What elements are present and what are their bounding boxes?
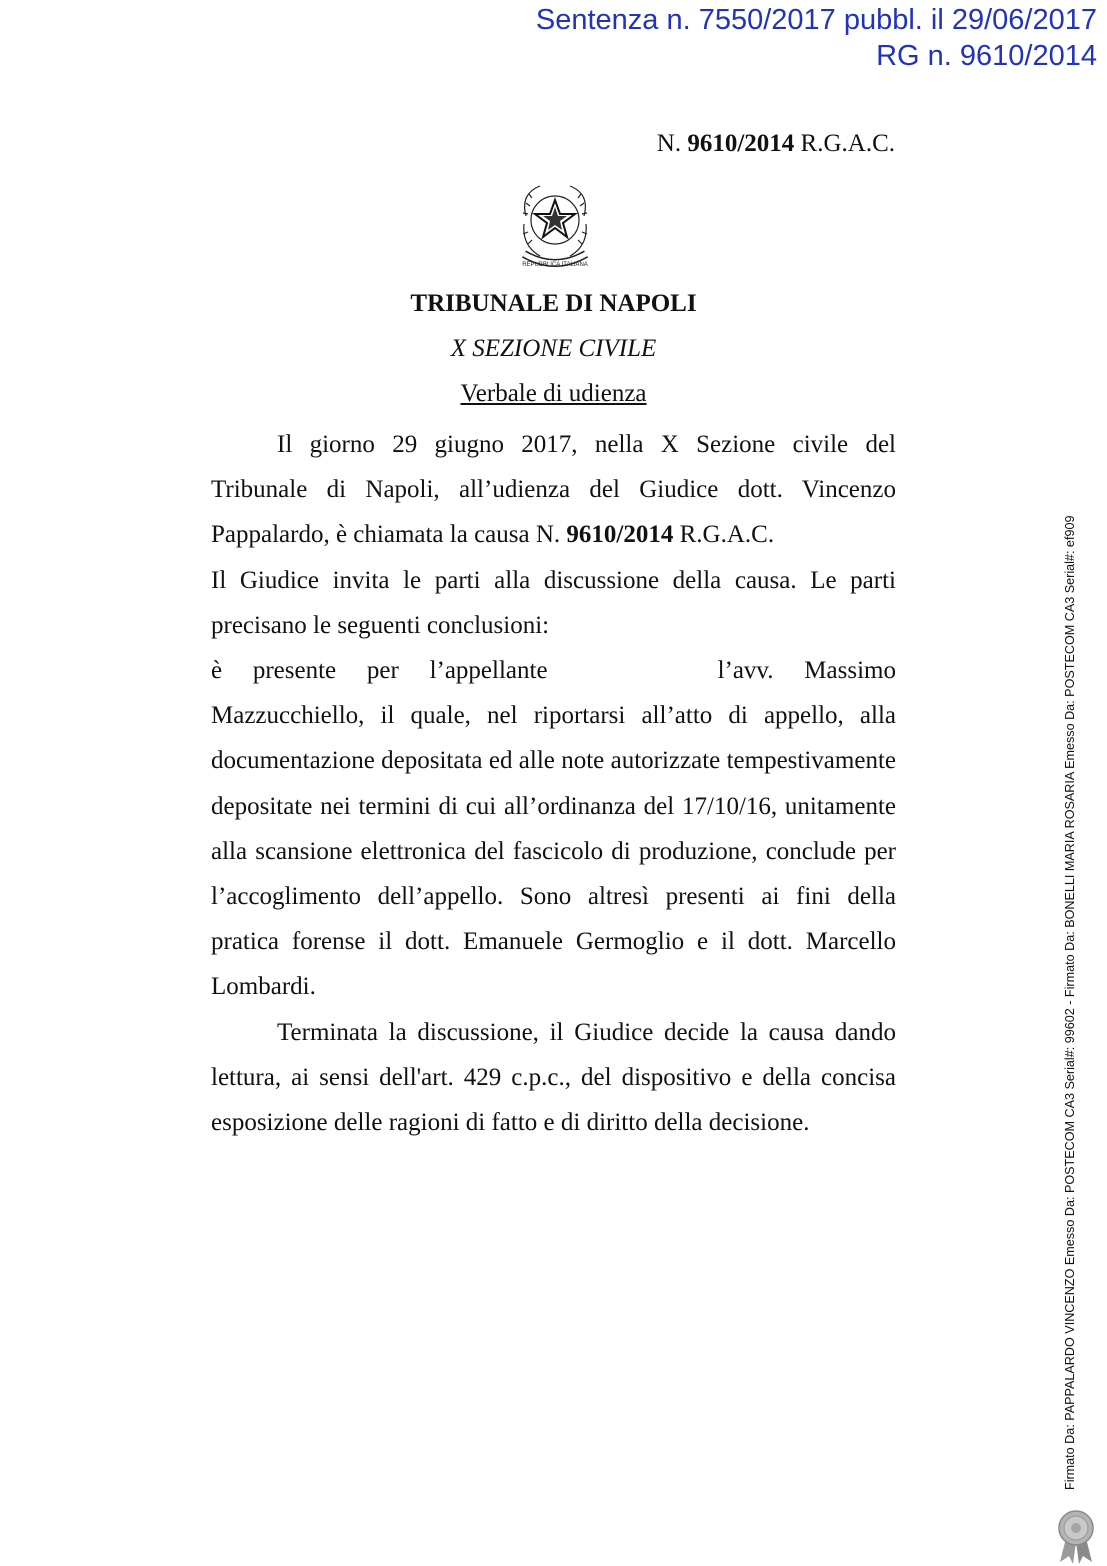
digital-signature-note: Firmato Da: PAPPALARDO VINCENZO Emesso Da: POSTECOM CA3 Serial#: 99602 - Firmato Da: BONELLI MARIA ROSARIA Emesso Da: POSTECOM CA3 Serial#: ef909 [1063, 515, 1077, 1490]
publication-stamp-line1: Sentenza n. 7550/2017 pubbl. il 29/06/2017 [535, 4, 1097, 36]
paragraph-appellant-text: l’avv. Massimo Mazzucchiello, il quale, nel riportarsi all’atto di appello, alla documentazione depositata ed alle note autorizzate tempestivamente depositate nei termini di cui all’ordinanza del 17/10/16, unitamente alla scansione elettronica del fascicolo di produzione, conclude per l’accoglimento dell’appello. Sono altresì presenti ai fini della pratica forense il dott. Emanuele Germoglio e il dott. Marcello Lombardi. [211, 657, 896, 1001]
paragraph-invitation: Il Giudice invita le parti alla discussione della causa. Le parti precisano le seguenti conclusioni: [211, 566, 896, 639]
court-section: X SEZIONE CIVILE [450, 335, 657, 362]
case-number-value: 9610/2014 [687, 130, 795, 157]
case-number-suffix: R.G.A.C. [794, 130, 895, 157]
minutes-body [211, 422, 896, 1145]
publication-stamp-line2: RG n. 9610/2014 [876, 40, 1097, 72]
document-type: Verbale di udienza [460, 380, 647, 407]
paragraph-hearing-suffix: R.G.A.C. [673, 521, 775, 549]
emblem-lettering: REPUBBLICA ITALIANA [522, 262, 588, 268]
paragraph-hearing-text: Il giorno 29 giugno 2017, nella X Sezione civile del Tribunale di Napoli, all’udienza del Giudice dott. Vincenzo Pappalardo, è chiamata la causa N. [211, 431, 896, 549]
case-number [657, 130, 895, 158]
paragraph-decision: Terminata la discussione, il Giudice decide la causa dando lettura, ai sensi dell'art. 429 c.p.c., del dispositivo e della concisa esposizione delle ragioni di fatto e di diritto della decisione. [211, 1018, 896, 1137]
paragraph-appellant [211, 648, 896, 1010]
paragraph-hearing-case-number: 9610/2014 [566, 521, 674, 549]
paragraph-hearing [211, 422, 896, 558]
case-number-prefix: N. [656, 130, 688, 157]
court-name: TRIBUNALE DI NAPOLI [410, 290, 697, 317]
repubblica-italiana-emblem-icon [510, 176, 600, 270]
digital-signature-seal-icon [1052, 1508, 1100, 1564]
publication-stamp [536, 2, 1097, 74]
paragraph-appellant-intro: è presente per l’appellante [211, 657, 548, 685]
